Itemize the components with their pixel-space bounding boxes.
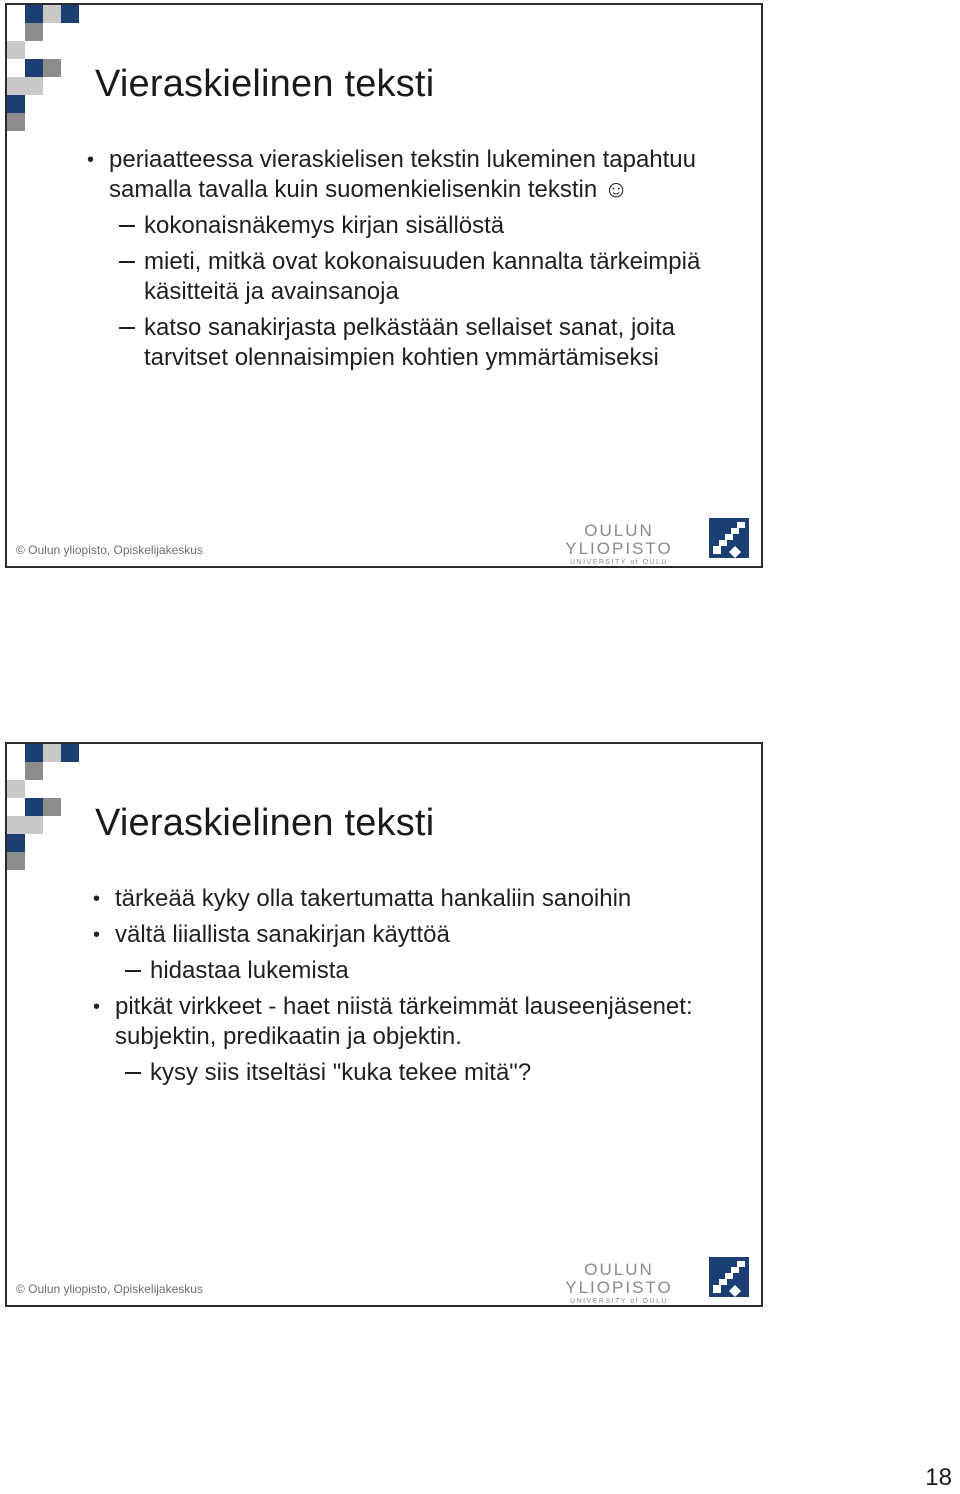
slide-footer: © Oulun yliopisto, Opiskelijakeskus [16,1282,203,1296]
dash-icon [119,225,135,227]
bullet-item: • pitkät virkkeet - haet niistä tärkeimmät lauseenjäsenet: subjektin, predikaatin ja objektin. [93,993,693,1050]
bullet-icon: • [93,996,101,1018]
sub-item: kokonaisnäkemys kirjan sisällöstä [85,211,721,241]
logo-main-text: OULUN YLIOPISTO [565,521,673,558]
university-logo [539,518,749,566]
sub-item: hidastaa lukemista [91,956,721,986]
sub-item: mieti, mitkä ovat kokonaisuuden kannalta tärkeimpiä käsitteitä ja avainsanoja [85,247,721,307]
university-emblem-icon [709,518,749,558]
bullet-icon: • [93,924,101,946]
sub-item: katso sanakirjasta pelkästään sellaiset sanat, joita tarvitset olennaisimpien kohtien ymmärtämiseksi [85,313,721,373]
dash-icon [119,327,135,329]
slide-1 [5,3,763,568]
slide-title: Vieraskielinen teksti [95,63,435,105]
sub-item: kysy siis itseltäsi "kuka tekee mitä"? [91,1058,721,1088]
logo-main-text: OULUN YLIOPISTO [565,1260,673,1297]
bullet-icon: • [93,888,101,910]
slide-title: Vieraskielinen teksti [95,802,435,844]
dash-icon [125,1072,141,1074]
logo-sub-text: UNIVERSITY of OULU [569,559,669,566]
bullet-item: • vältä liiallista sanakirjan käyttöä [93,921,450,948]
slide-2 [5,742,763,1307]
slide-body [91,884,721,1088]
slide-footer: © Oulun yliopisto, Opiskelijakeskus [16,543,203,557]
bullet-item: • tärkeää kyky olla takertumatta hankaliin sanoihin [93,885,632,912]
slide-body [85,145,721,373]
bullet-item: • periaatteessa vieraskielisen tekstin lukeminen tapahtuu samalla tavalla kuin suomenkielisenkin tekstin ☺ [87,146,697,203]
page-number: 18 [925,1464,952,1491]
decorative-squares [7,5,87,145]
dash-icon [119,261,135,263]
bullet-icon: • [87,149,95,171]
logo-sub-text: UNIVERSITY of OULU [569,1298,669,1305]
decorative-squares [7,744,87,884]
university-emblem-icon [709,1257,749,1297]
dash-icon [125,970,141,972]
university-logo [539,1257,749,1305]
